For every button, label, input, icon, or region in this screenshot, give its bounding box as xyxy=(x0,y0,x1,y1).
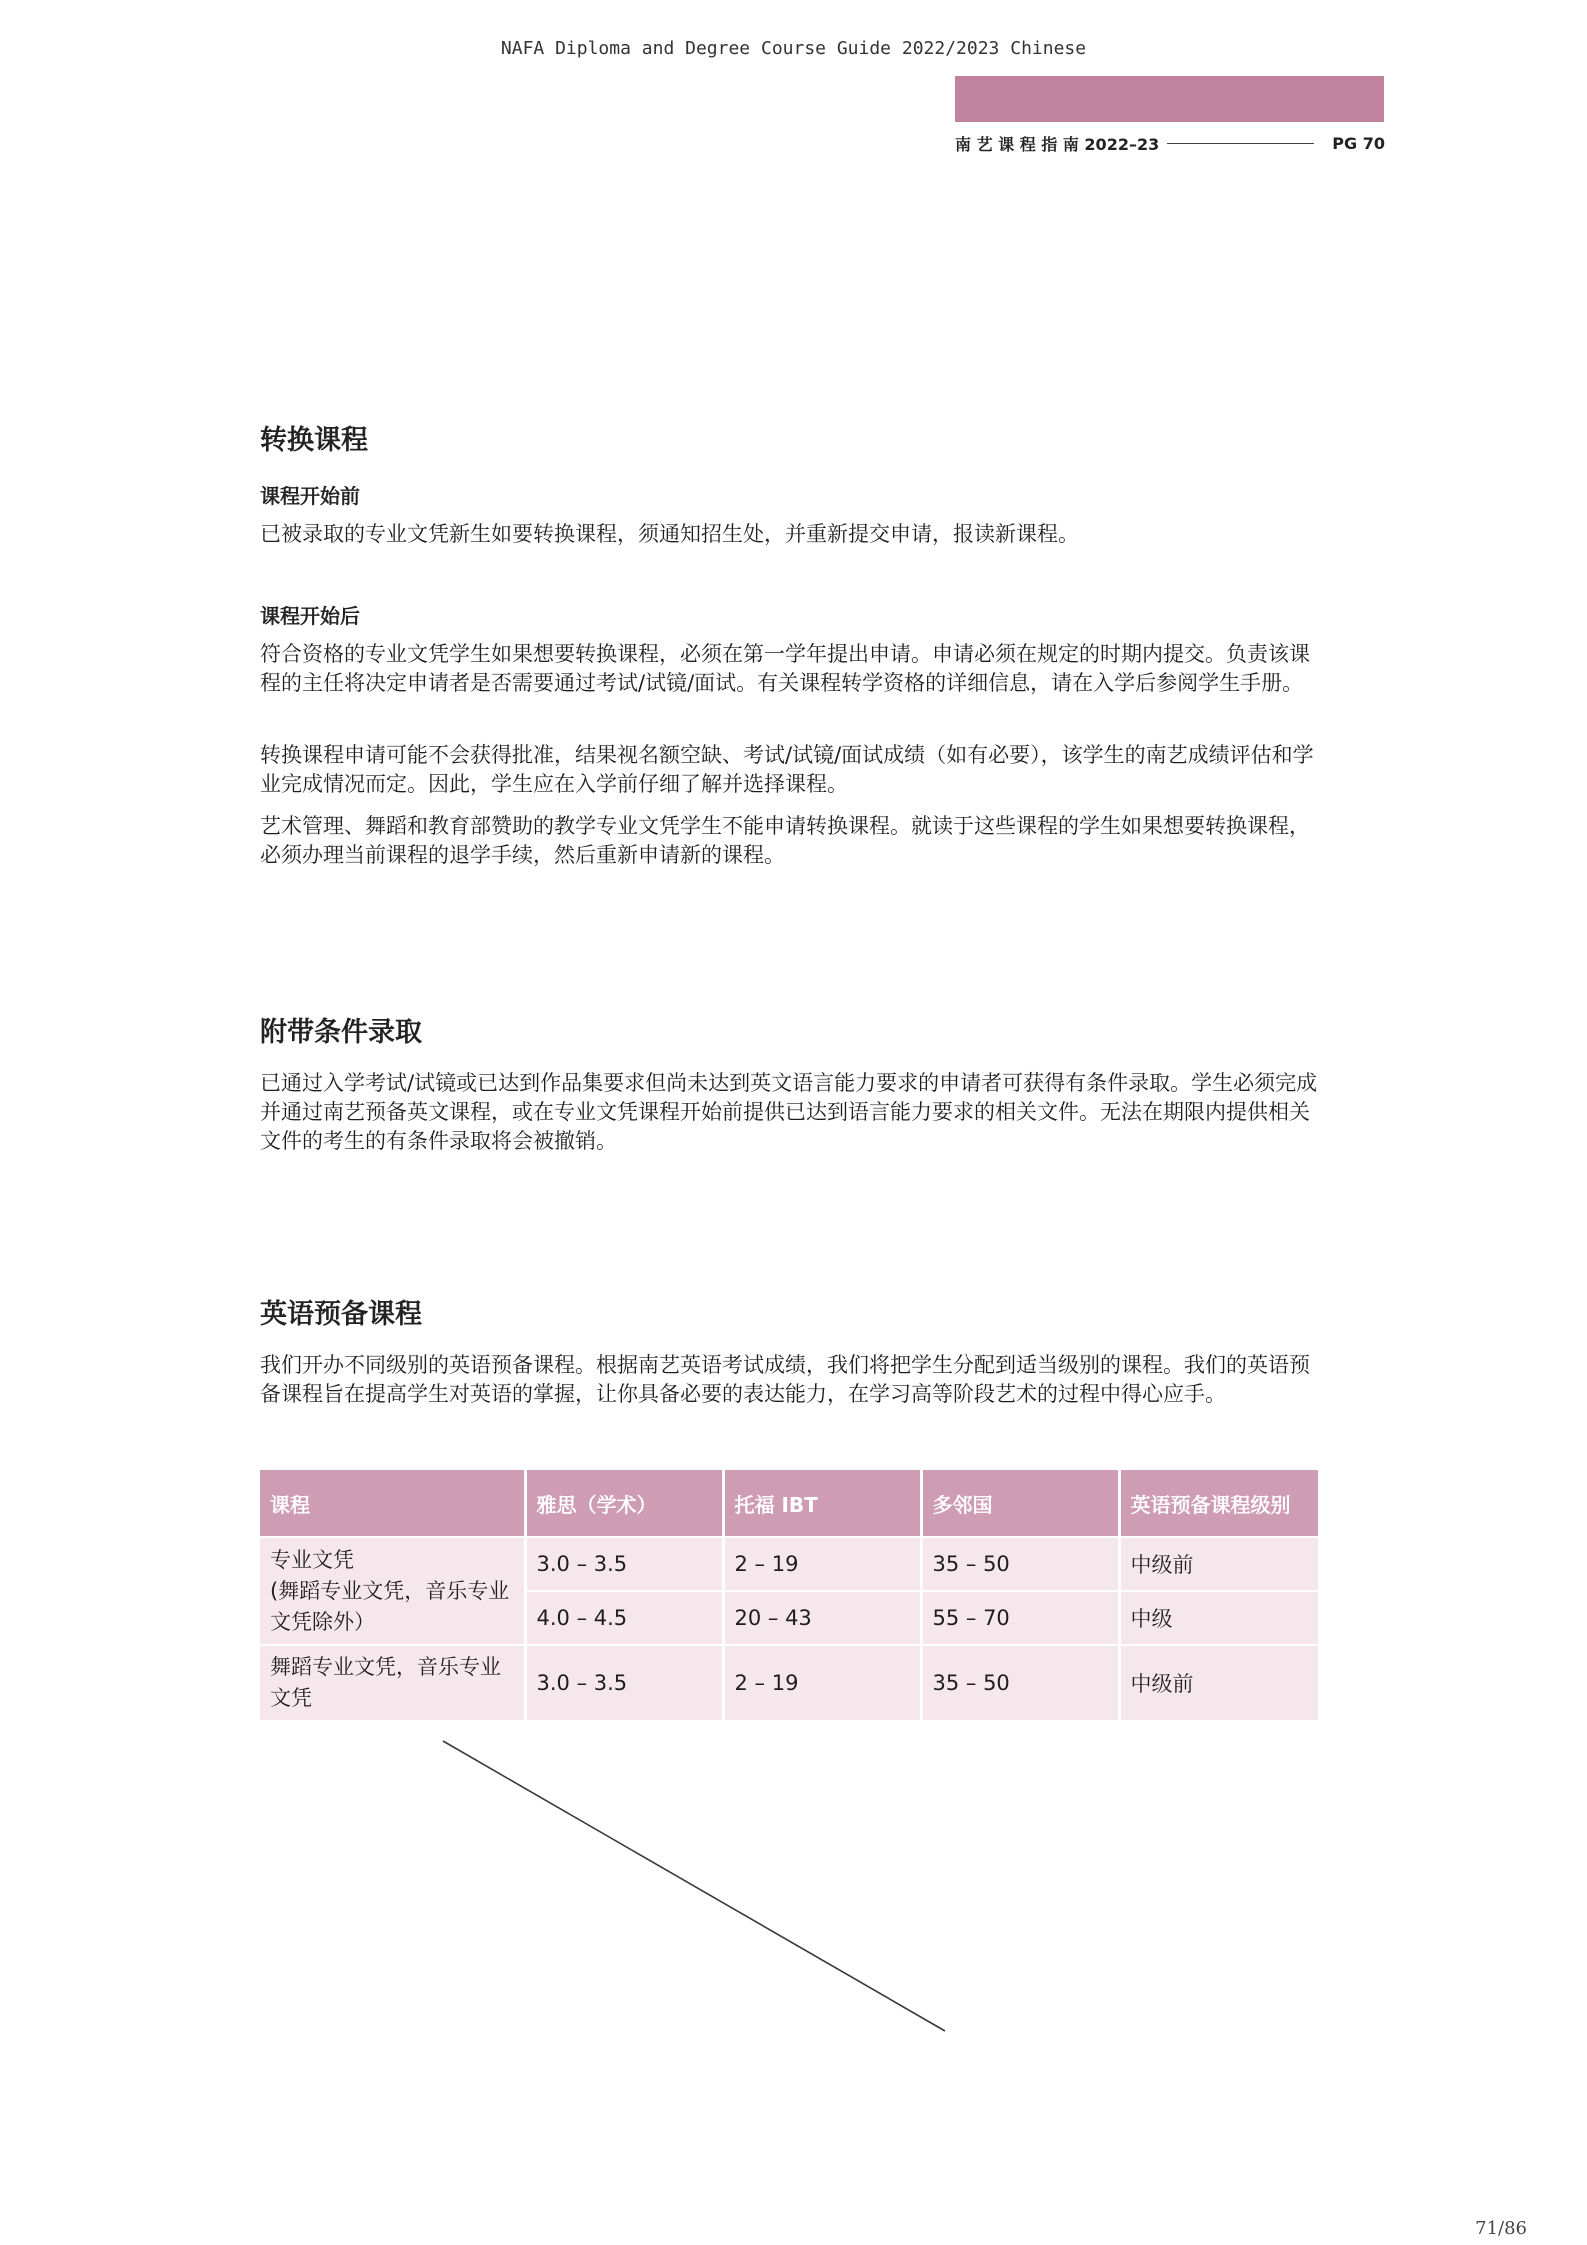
cell-toefl: 2 – 19 xyxy=(723,1645,921,1720)
cell-ielts: 3.0 – 3.5 xyxy=(525,1537,723,1591)
document-title: NAFA Diploma and Degree Course Guide 2022/2023 Chinese xyxy=(500,38,1087,59)
cell-ielts: 4.0 – 4.5 xyxy=(525,1591,723,1645)
section-title-english: 英语预备课程 xyxy=(260,1299,422,1330)
subheading-before-start: 课程开始前 xyxy=(260,484,360,508)
section-title-transfer: 转换课程 xyxy=(260,425,368,456)
paragraph-before-start: 已被录取的专业文凭新生如要转换课程，须通知招生处，并重新提交申请，报读新课程。 xyxy=(260,522,1079,546)
header-duolingo: 多邻国 xyxy=(921,1470,1119,1537)
header-course: 课程 xyxy=(260,1470,525,1537)
cell-course-group-2: 舞蹈专业文凭，音乐专业文凭 xyxy=(260,1645,525,1720)
cell-duolingo: 35 – 50 xyxy=(921,1537,1119,1591)
paragraph-after-start-3: 艺术管理、舞蹈和教育部赞助的教学专业文凭学生不能申请转换课程。就读于这些课程的学生如果想要转换课程，必须办理当前课程的退学手续，然后重新申请新的课程。 xyxy=(260,814,1310,867)
header-level: 英语预备课程级别 xyxy=(1119,1470,1318,1537)
paragraph-after-start-2: 转换课程申请可能不会获得批准，结果视名额空缺、考试/试镜/面试成绩（如有必要），该学生的南艺成绩评估和学业完成情况而定。因此，学生应在入学前仔细了解并选择课程。 xyxy=(260,743,1314,796)
cell-level: 中级前 xyxy=(1119,1645,1318,1720)
cell-toefl: 2 – 19 xyxy=(723,1537,921,1591)
paragraph-conditional: 已通过入学考试/试镜或已达到作品集要求但尚未达到英文语言能力要求的申请者可获得有条件录取。学生必须完成并通过南艺预备英文课程，或在专业文凭课程开始前提供已达到语言能力要求的相关文件。无法在期限内提供相关文件的考生的有条件录取将会被撤销。 xyxy=(260,1071,1318,1153)
cell-course-group-1: 专业文凭 (舞蹈专业文凭，音乐专业文凭除外） xyxy=(260,1537,525,1645)
cell-duolingo: 55 – 70 xyxy=(921,1591,1119,1645)
cell-ielts: 3.0 – 3.5 xyxy=(525,1645,723,1720)
header-toefl: 托福 IBT xyxy=(723,1470,921,1537)
cell-level: 中级前 xyxy=(1119,1537,1318,1591)
page-number: PG 70 xyxy=(1332,133,1385,153)
paragraph-english: 我们开办不同级别的英语预备课程。根据南艺英语考试成绩，我们将把学生分配到适当级别的课程。我们的英语预备课程旨在提高学生对英语的掌握，让你具备必要的表达能力，在学习高等阶段艺术的过程中得心应手。 xyxy=(260,1353,1310,1406)
header-ielts: 雅思（学术） xyxy=(525,1470,723,1537)
paragraph-after-start-1: 符合资格的专业文凭学生如果想要转换课程，必须在第一学年提出申请。申请必须在规定的时期内提交。负责该课程的主任将决定申请者是否需要通过考试/试镜/面试。有关课程转学资格的详细信息，请在入学后参阅学生手册。 xyxy=(260,642,1310,695)
subheading-after-start: 课程开始后 xyxy=(260,604,360,628)
page-counter: 71/86 xyxy=(1475,2218,1527,2239)
cell-duolingo: 35 – 50 xyxy=(921,1645,1119,1720)
running-head-label: 南 艺 课 程 指 南 2022–23 xyxy=(955,134,1160,154)
section-title-conditional: 附带条件录取 xyxy=(260,1017,422,1048)
cell-level: 中级 xyxy=(1119,1591,1318,1645)
cell-toefl: 20 – 43 xyxy=(723,1591,921,1645)
